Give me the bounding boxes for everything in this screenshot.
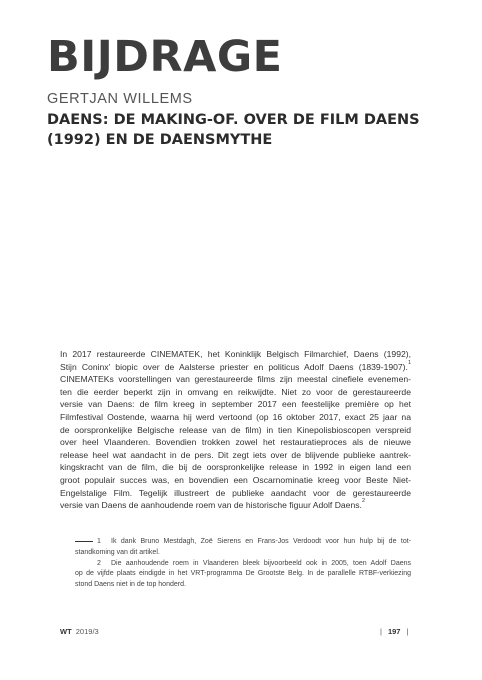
article-title-line: DAENS: DE MAKING-OF. OVER DE FILM DAENS (47, 112, 420, 128)
body-line: release heel wat aandacht in de pers. Dit zegt iets over de blijvende publieke aantrek- (60, 449, 411, 460)
body-line: Filmfestival Oostende, waarna hij werd vertoond (op 16 oktober 2017, exact 25 jaar na (60, 411, 411, 422)
body-line: kingskracht van de film, die bij de oorspronkelijke release in 1992 in eigen land een (60, 462, 411, 473)
body-line: de oorspronkelijke Belgische release van de film) in tien Kinepolisbioscopen verspreid (60, 424, 411, 435)
article-title (47, 110, 467, 150)
footnote-number: 2 (97, 559, 101, 567)
body-line: Engelstalige Film. Tegelijk illustreert de publieke aandacht voor de gerestaureerde (60, 487, 411, 498)
author-name: GERTJAN WILLEMS (47, 91, 193, 107)
body-line: groot populair succes was, en bovendien een Oscarnominatie kreeg voor Beste Niet- (60, 474, 411, 485)
body-paragraph (60, 348, 411, 512)
journal-name: WT (60, 627, 72, 636)
footnote-line: 1 Ik dank Bruno Mestdagh, Zoë Sierens en Frans-Jos Verdoodt voor hun hulp bij de tot- (75, 537, 411, 548)
body-line: versie van Daens: de film kreeg in september 2017 een feestelijke première op het (60, 399, 411, 410)
footer-separator: | (406, 627, 409, 636)
footnote-line: standkoming van dit artikel. (75, 548, 160, 556)
footnote-line: op de vijfde plaats eindigde in het VRT-programma De Grootste Belg. In de parallelle RTBF-verkiezing (75, 570, 411, 578)
body-line: CINEMATEKs voorstellingen van gerestaureerde films zijn meestal cinefiele evenemen- (60, 374, 411, 385)
body-line: In 2017 restaureerde CINEMATEK, het Koninklijk Belgisch Filmarchief, Daens (1992), (60, 349, 411, 359)
footnote-line: stond Daens niet in de top honderd. (75, 581, 186, 589)
footer-page (380, 628, 408, 636)
section-label: BIJDRAGE (47, 32, 283, 82)
footnote-mark: 1 (407, 359, 411, 366)
footer-journal (60, 628, 99, 636)
footnote-mark: 2 (361, 498, 365, 505)
page-number: 197 (387, 627, 401, 636)
body-line: ten die eerder beperkt zijn in omvang en reikwijdte. Niet zo voor de gerestaureerde (60, 386, 411, 397)
journal-issue: 2019/3 (75, 627, 99, 636)
article-title-line: (1992) EN DE DAENSMYTHE (47, 132, 273, 148)
footnotes (75, 537, 411, 591)
footnote-line: 2 Die aanhoudende roem in Vlaanderen bleek bijvoorbeeld ook in 2005, toen Adolf Daens (75, 559, 411, 570)
body-line: Stijn Coninx’ biopic over de Aalsterse priester en politicus Adolf Daens (1839-1907).$^1$ (60, 359, 411, 372)
body-line: versie van Daens de aanhoudende roem van de historische figuur Adolf Daens.$^2$ (60, 498, 365, 511)
body-line: over heel Vlaanderen. Bovendien trokken zowel het restauratieproces als de nieuwe (60, 437, 411, 448)
footnote-number: 1 (97, 538, 101, 545)
footer-separator: | (380, 627, 382, 636)
